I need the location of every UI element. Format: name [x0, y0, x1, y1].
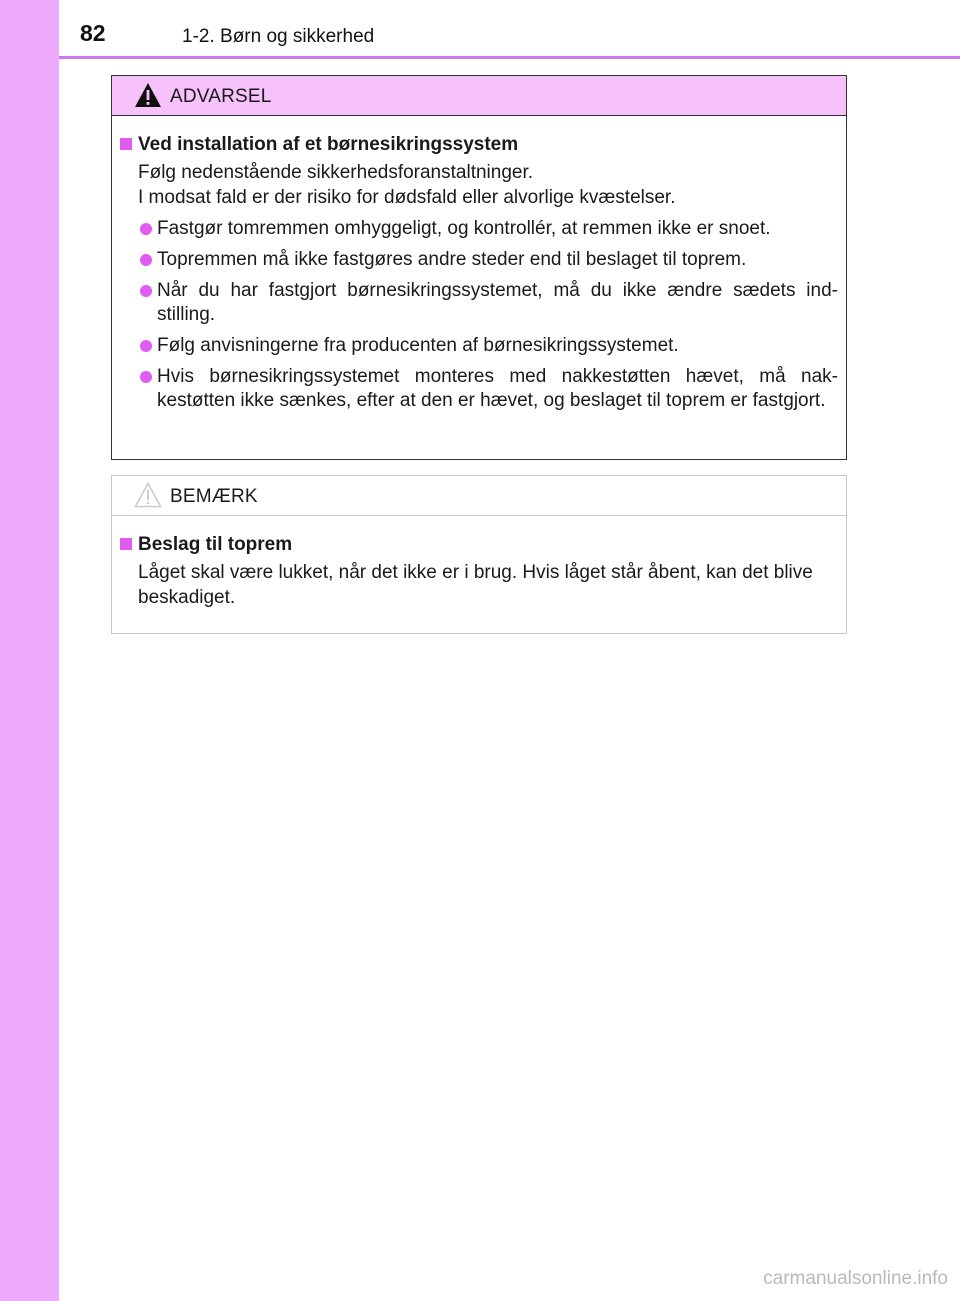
warning-body [112, 116, 846, 413]
page-number: 82 [80, 20, 106, 46]
warning-heading [120, 132, 838, 157]
header-rule [59, 56, 960, 59]
list-item [120, 365, 838, 413]
section-title: 1-2. Børn og sikkerhed [182, 26, 375, 47]
note-heading-text: Beslag til toprem [138, 534, 293, 555]
caution-outline-icon [134, 482, 162, 508]
note-title: BEMÆRK [170, 486, 258, 507]
warning-intro [120, 160, 838, 210]
warning-box [111, 75, 847, 460]
bullet-text: Når du har fastgjort børnesikringssystemet, må du ikke ændre sædets ind-stilling. [157, 280, 838, 325]
bullet-text: Fastgør tomremmen omhyggeligt, og kontrollér, at remmen ikke er snoet. [157, 218, 771, 239]
note-body [112, 516, 846, 610]
note-heading [120, 532, 838, 557]
list-item [120, 334, 838, 358]
warning-intro-line: Følg nedenstående sikkerhedsforanstaltninger. [138, 162, 534, 183]
square-bullet-icon [120, 138, 132, 150]
round-bullet-icon [140, 340, 152, 352]
note-text: Låget skal være lukket, når det ikke er i brug. Hvis låget står åbent, kan det blive beskadiget. [138, 562, 813, 608]
bullet-text: Topremmen må ikke fastgøres andre steder end til beslaget til toprem. [157, 249, 747, 270]
warning-title: ADVARSEL [170, 86, 272, 107]
note-box [111, 475, 847, 634]
warning-heading-text: Ved installation af et børnesikringssystem [138, 134, 519, 155]
side-strip [0, 0, 59, 1301]
list-item [120, 279, 838, 327]
warning-header [112, 76, 846, 116]
round-bullet-icon [140, 371, 152, 383]
square-bullet-icon [120, 538, 132, 550]
warning-bullets [120, 217, 838, 413]
note-header [112, 476, 846, 516]
list-item [120, 248, 838, 272]
warning-intro-line: I modsat fald er der risiko for dødsfald eller alvorlige kvæstelser. [138, 187, 676, 208]
bullet-text: Hvis børnesikringssystemet monteres med nakkestøtten hævet, må nak-kestøtten ikke sænkes, efter at den er hævet, og beslaget til toprem er fastgjort. [157, 366, 838, 411]
round-bullet-icon [140, 285, 152, 297]
round-bullet-icon [140, 223, 152, 235]
warning-triangle-icon [134, 82, 162, 108]
round-bullet-icon [140, 254, 152, 266]
list-item [120, 217, 838, 241]
bullet-text: Følg anvisningerne fra producenten af børnesikringssystemet. [157, 335, 679, 356]
watermark: carmanualsonline.info [763, 1268, 948, 1289]
